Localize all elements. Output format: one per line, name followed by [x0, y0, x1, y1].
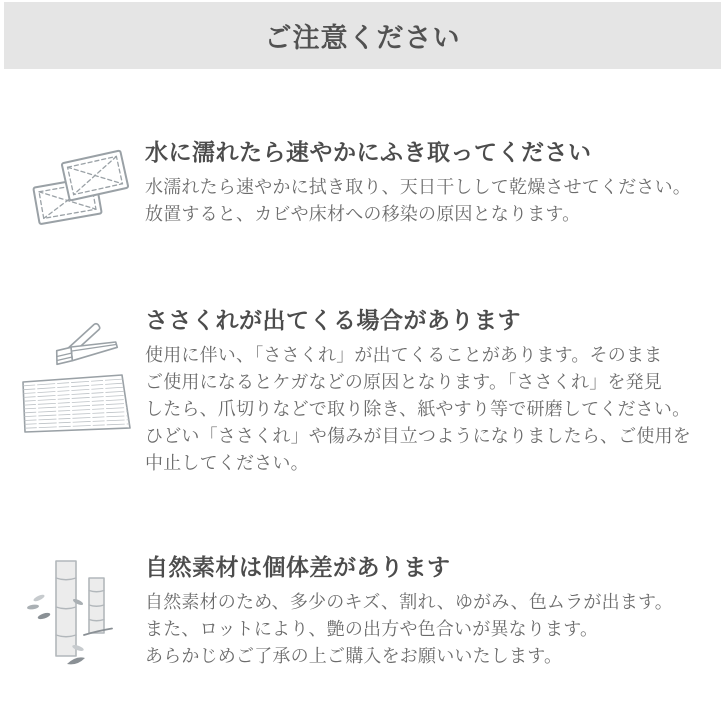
section-natural-material: [145, 551, 711, 670]
section-body-line: 放置すると、カビや床材への移染の原因となります。: [145, 204, 581, 224]
section-body-line: また、ロットにより、艶の出方や色合いが異なります。: [145, 619, 599, 639]
cleaning-cloths-icon-svg: [30, 145, 135, 240]
wood-plank: [23, 375, 130, 432]
section-body-line: 水濡れたら速やかに拭き取り、天日干しして乾燥させてください。: [145, 177, 691, 197]
section-heading: 水に濡れたら速やかにふき取ってください: [145, 139, 592, 165]
section-body-line: あらかじめご了承の上ご購入をお願いいたします。: [145, 646, 563, 666]
section-body-line: 中止してください。: [145, 453, 309, 473]
header: [4, 2, 721, 69]
section-body-line: したら、爪切りなどで取り除き、紙やすり等で研磨してください。: [145, 399, 691, 419]
page-title: ご注意ください: [264, 23, 461, 53]
section-body-line: ご使用になるとケガなどの原因となります。「ささくれ」を発見: [145, 372, 662, 392]
cloth-front: [62, 150, 129, 200]
cleaning-cloths-icon: [30, 145, 135, 240]
bamboo-icon: [25, 545, 125, 685]
nail-clipper: [57, 324, 118, 365]
section-heading: 自然素材は個体差があります: [145, 554, 451, 580]
nail-clipper-and-plank-icon-svg: [15, 320, 135, 435]
section-splinters: [145, 304, 711, 477]
section-heading: ささくれが出てくる場合があります: [145, 307, 521, 333]
section-wipe-dry: [145, 136, 711, 228]
section-body-line: ひどい「ささくれ」や傷みが目立つようになりましたら、ご使用を: [145, 426, 691, 446]
section-body-line: 自然素材のため、多少のキズ、割れ、ゆがみ、色ムラが出ます。: [145, 592, 673, 612]
nail-clipper-and-plank-icon: [15, 320, 135, 435]
bamboo-icon-svg: [25, 545, 125, 685]
section-body-line: 使用に伴い、「ささくれ」が出てくることがあります。そのまま: [145, 345, 663, 365]
bamboo-stalks: [56, 561, 112, 656]
